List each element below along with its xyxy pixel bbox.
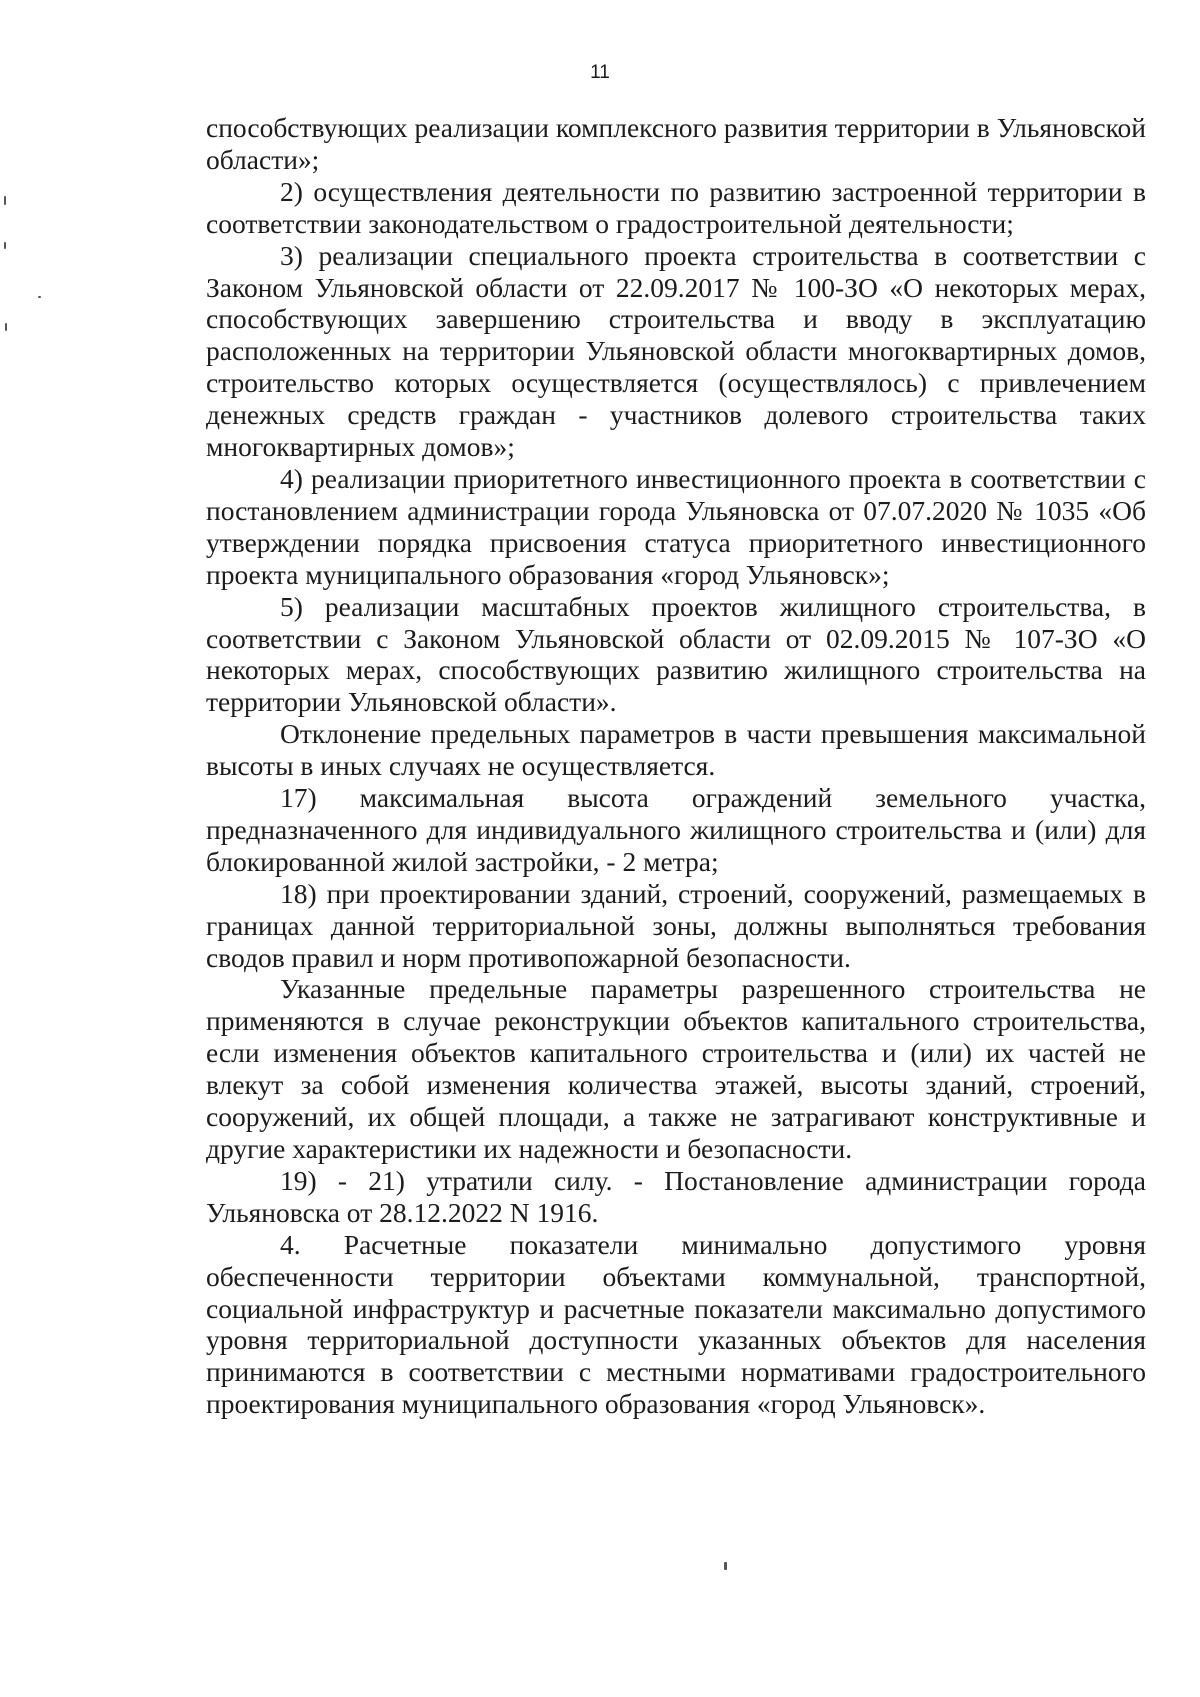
scan-artifact <box>724 1562 727 1570</box>
paragraph-item-4: 4) реализации приоритетного инвестиционного проекта в соответствии с постановлением администрации города Ульяновска от 07.07.2020 № 1035 «Об утверждении порядка присвоения статуса приоритетного инвестиционного проекта муниципального образования «город Ульяновск»; <box>206 462 1146 590</box>
paragraph-item-17: 17) максимальная высота ограждений земельного участка, предназначенного для индивидуального жилищного строительства и (или) для блокированной жилой застройки, - 2 метра; <box>206 782 1146 877</box>
page-number: 11 <box>590 62 610 83</box>
scan-artifact <box>4 196 6 205</box>
paragraph-item-2: 2) осуществления деятельности по развитию застроенной территории в соответствии законодательством о градостроительной деятельности; <box>206 175 1146 239</box>
paragraph-item-3: 3) реализации специального проекта строительства в соответствии с Законом Ульяновской области от 22.09.2017 № 100-ЗО «О некоторых мерах, способствующих завершению строительства и вводу в эксплуатацию расположенных на территории Ульяновской области многоквартирных домов, строительство которых осуществляется (осуществлялось) с привлечением денежных средств граждан - участников долевого строительства таких многоквартирных домов»; <box>206 239 1146 463</box>
scan-artifact <box>4 242 6 249</box>
scan-artifact <box>38 296 41 298</box>
paragraph-continuation: способствующих реализации комплексного развития территории в Ульяновской области»; <box>206 112 1146 175</box>
paragraph-parameters-note: Указанные предельные параметры разрешенного строительства не применяются в случае реконструкции объектов капитального строительства, если изменения объектов капитального строительства и (или) их частей не влекут за собой изменения количества этажей, высоты зданий, строений, сооружений, их общей площади, а также не затрагивают конструктивные и другие характеристики их надежности и безопасности. <box>206 973 1146 1164</box>
paragraph-items-19-21: 19) - 21) утратили силу. - Постановление администрации города Ульяновска от 28.12.2022 N 1916. <box>206 1164 1146 1228</box>
paragraph-item-5: 5) реализации масштабных проектов жилищного строительства, в соответствии с Законом Ульяновской области от 02.09.2015 № 107-ЗО «О некоторых мерах, способствующих развитию жилищного строительства на территории Ульяновской области». <box>206 590 1146 718</box>
paragraph-deviation-note: Отклонение предельных параметров в части превышения максимальной высоты в иных случаях не осуществляется. <box>206 718 1146 782</box>
document-body <box>206 112 1146 1420</box>
paragraph-section-4: 4. Расчетные показатели минимально допустимого уровня обеспеченности территории объектами коммунальной, транспортной, социальной инфраструктур и расчетные показатели максимально допустимого уровня территориальной доступности указанных объектов для населения принимаются в соответствии с местными нормативами градостроительного проектирования муниципального образования «город Ульяновск». <box>206 1228 1146 1420</box>
scan-artifact <box>5 323 7 331</box>
paragraph-item-18: 18) при проектировании зданий, строений, сооружений, размещаемых в границах данной территориальной зоны, должны выполняться требования сводов правил и норм противопожарной безопасности. <box>206 877 1146 973</box>
